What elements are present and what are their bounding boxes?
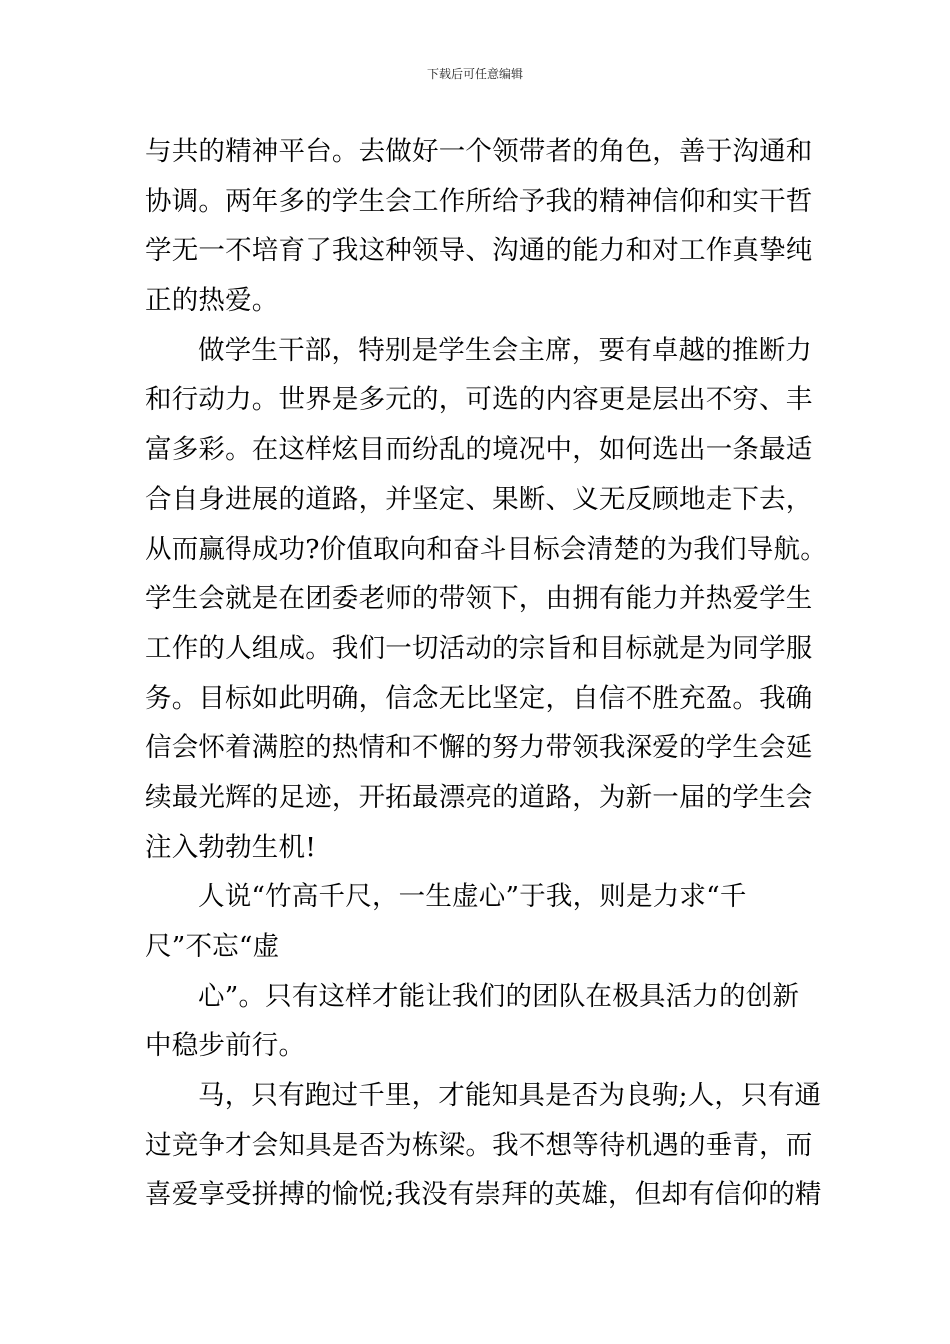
text-line: 过竞争才会知具是否为栋梁。我不想等待机遇的垂青，而 xyxy=(145,1129,813,1161)
page-header: 下载后可任意编辑 xyxy=(426,67,523,81)
text-line: 从而赢得成功?价值取向和奋斗目标会清楚的为我们导航。 xyxy=(145,533,827,565)
text-line: 工作的人组成。我们一切活动的宗旨和目标就是为同学服 xyxy=(145,632,813,664)
text-line: 信会怀着满腔的热情和不懈的努力带领我深爱的学生会延 xyxy=(145,732,813,764)
text-line: 续最光辉的足迹，开拓最漂亮的道路，为新一届的学生会 xyxy=(145,781,813,813)
text-line: 马，只有跑过千里，才能知具是否为良驹;人，只有通 xyxy=(198,1080,822,1112)
document-body xyxy=(145,127,827,1220)
text-line: 与共的精神平台。去做好一个领带者的角色，善于沟通和 xyxy=(145,136,813,167)
text-line: 学生会就是在团委老师的带领下，由拥有能力并热爱学生 xyxy=(145,583,813,615)
text-line: 合自身进展的道路，并坚定、果断、义无反顾地走下去， xyxy=(145,483,813,515)
text-line: 人说“竹高千尺，一生虚心”于我，则是力求“千 xyxy=(198,881,747,913)
text-line: 喜爱享受拼搏的愉悦;我没有崇拜的英雄，但却有信仰的精 xyxy=(145,1179,822,1211)
text-line: 学无一不培育了我这种领导、沟通的能力和对工作真挚纯 xyxy=(145,235,813,267)
text-line: 和行动力。世界是多元的，可选的内容更是层出不穷、丰 xyxy=(145,384,813,416)
text-line: 务。目标如此明确，信念无比坚定，自信不胜充盈。我确 xyxy=(145,682,813,714)
text-line: 中稳步前行。 xyxy=(145,1030,306,1062)
text-line: 尺”不忘“虚 xyxy=(145,931,280,962)
text-line: 富多彩。在这样炫目而纷乱的境况中，如何选出一条最适 xyxy=(145,434,813,466)
text-line: 做学生干部，特别是学生会主席，要有卓越的推断力 xyxy=(198,334,813,366)
text-line: 注入勃勃生机! xyxy=(145,831,317,863)
text-line: 协调。两年多的学生会工作所给予我的精神信仰和实干哲 xyxy=(145,185,813,217)
text-line: 心”。只有这样才能让我们的团队在极具活力的创新 xyxy=(198,980,800,1012)
text-line: 正的热爱。 xyxy=(145,285,279,317)
